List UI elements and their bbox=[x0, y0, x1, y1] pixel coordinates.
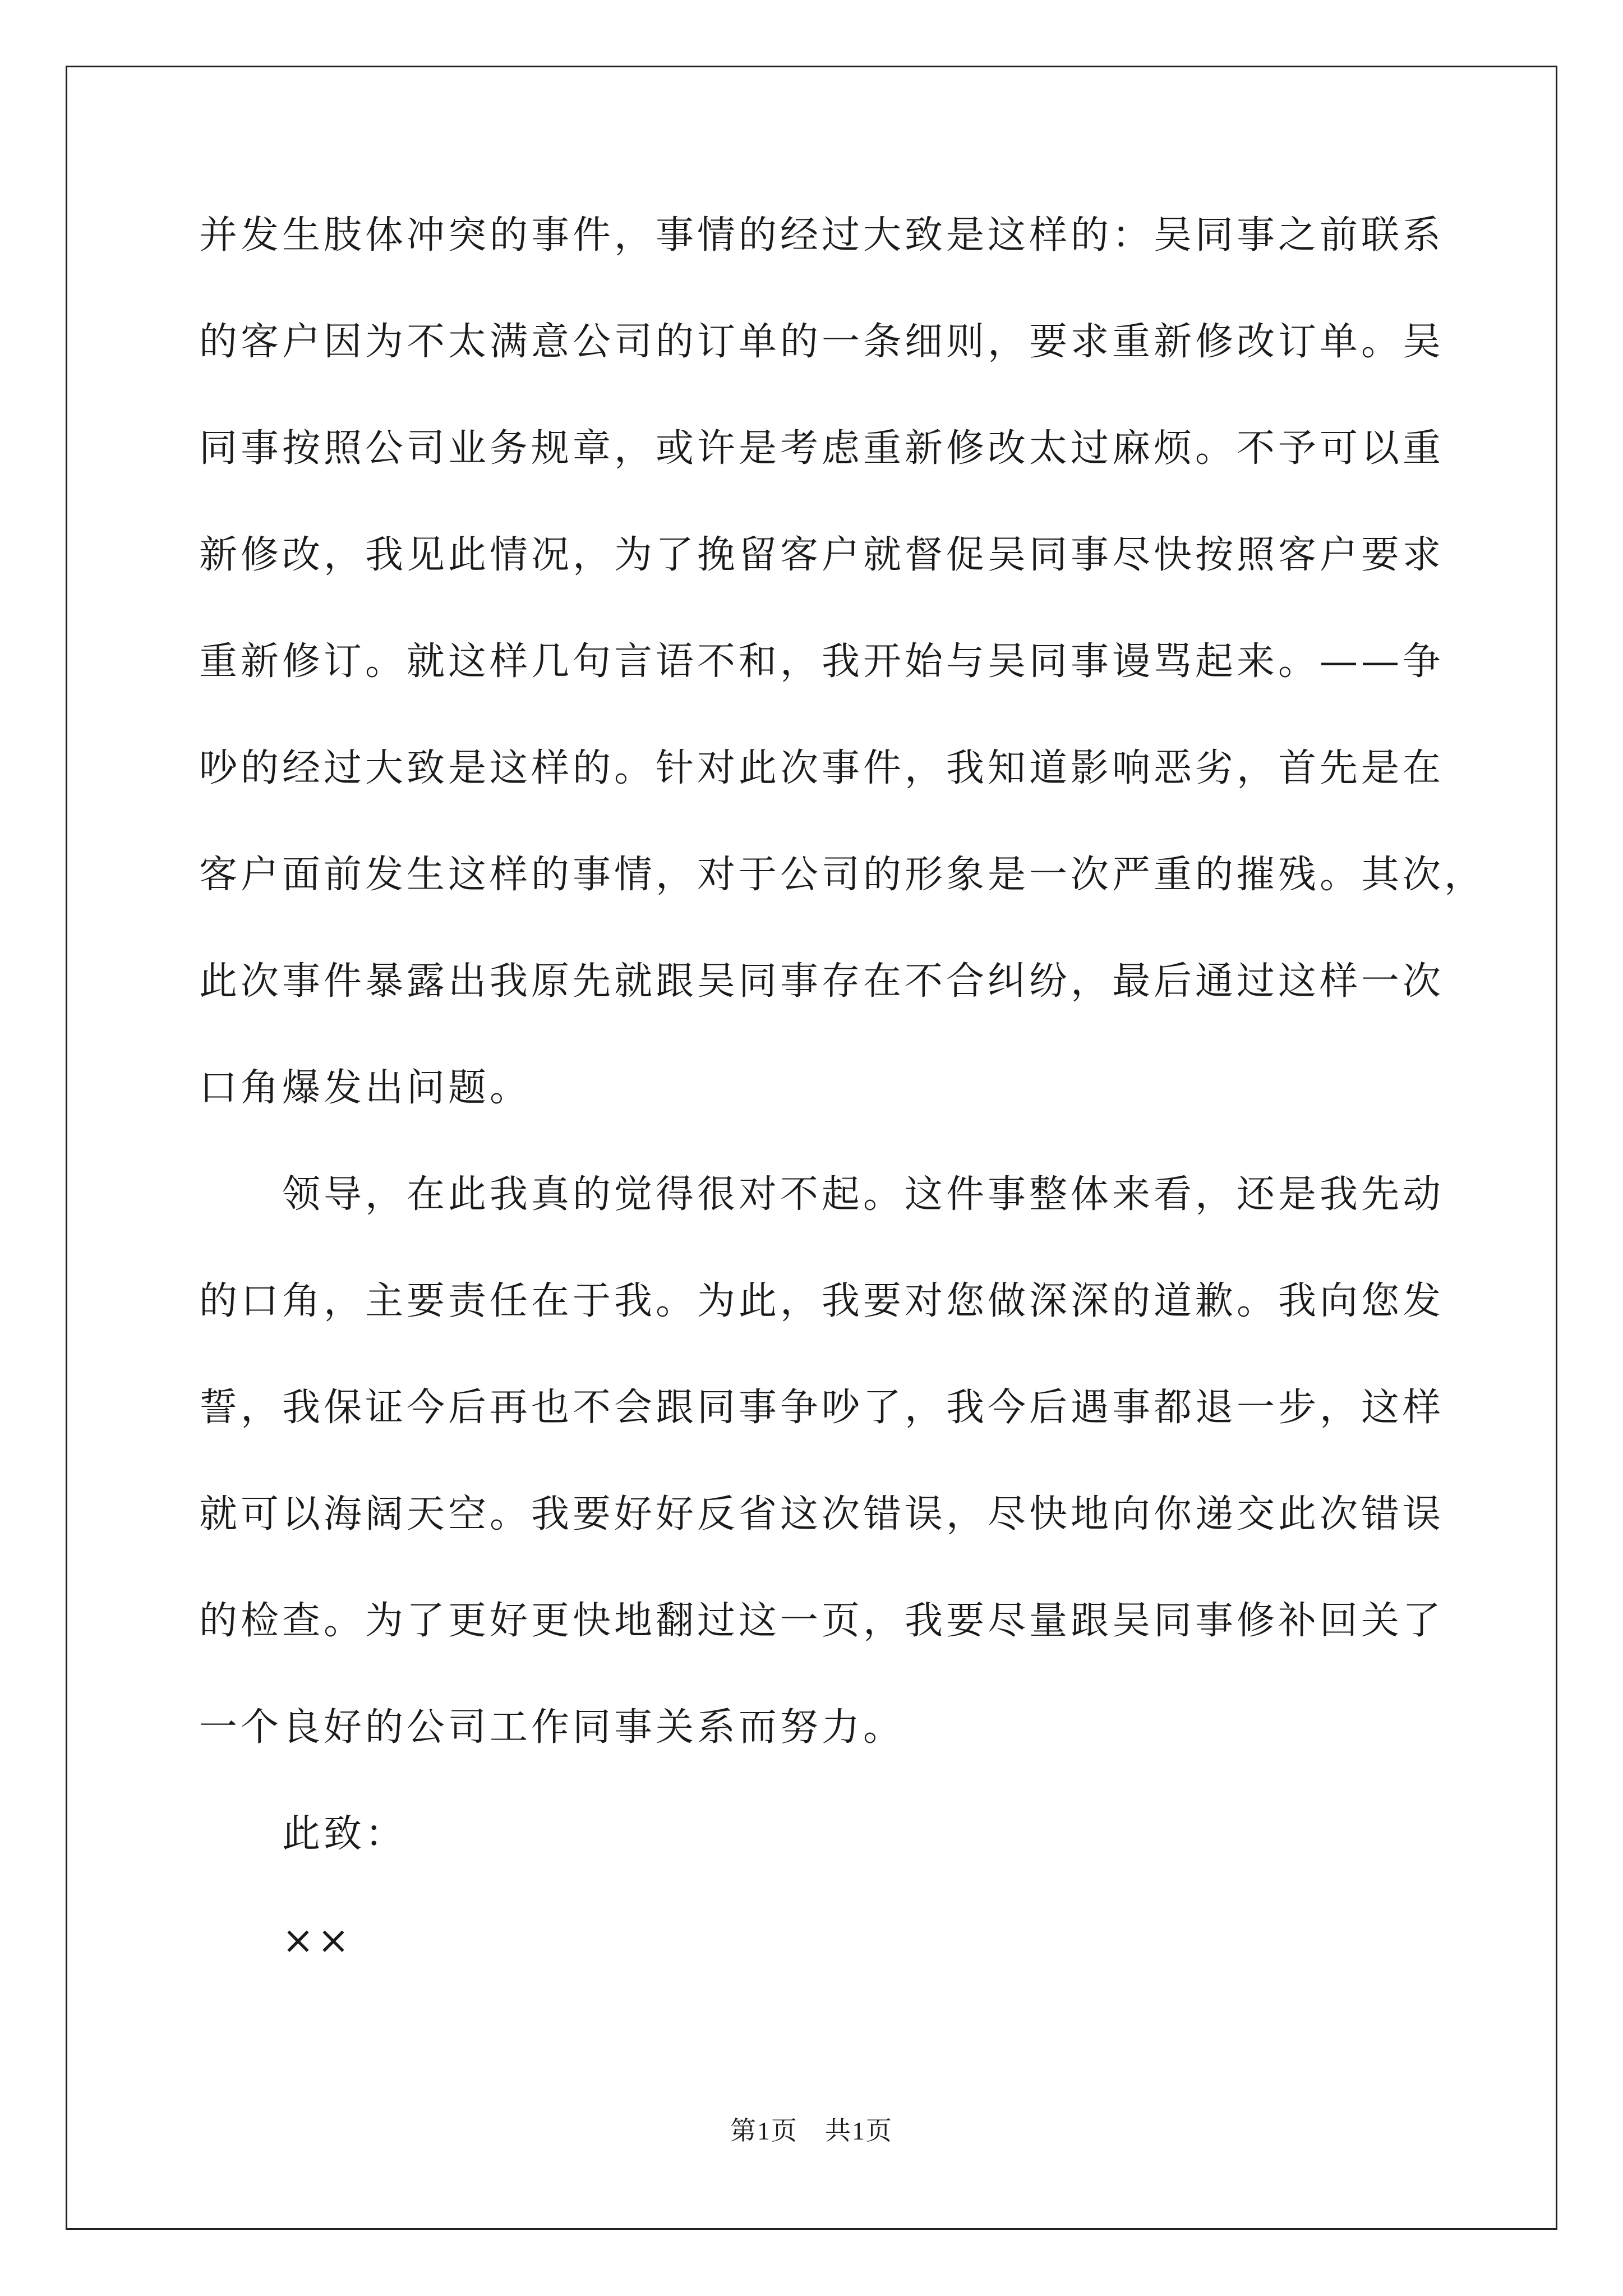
paragraph-2-line-2: 的口角，主要责任在于我。为此，我要对您做深深的道歉。我向您发 bbox=[199, 1279, 1445, 1323]
paragraph-2-line-3: 誓，我保证今后再也不会跟同事争吵了，我今后遇事都退一步，这样 bbox=[199, 1386, 1445, 1430]
paragraph-2-line-6: 一个良好的公司工作同事关系而努力。 bbox=[199, 1705, 905, 1750]
page-number-footer: 第1页 共1页 bbox=[730, 2116, 893, 2145]
paragraph-1-line-1: 并发生肢体冲突的事件，事情的经过大致是这样的：吴同事之前联系 bbox=[199, 213, 1445, 257]
paragraph-2-line-4: 就可以海阔天空。我要好好反省这次错误，尽快地向你递交此次错误 bbox=[199, 1492, 1445, 1536]
closing-salutation: 此致： bbox=[282, 1812, 407, 1856]
paragraph-2-line-1: 领导，在此我真的觉得很对不起。这件事整体来看，还是我先动 bbox=[282, 1172, 1445, 1217]
paragraph-1-line-2: 的客户因为不太满意公司的订单的一条细则，要求重新修改订单。吴 bbox=[199, 320, 1445, 364]
paragraph-1-line-3: 同事按照公司业务规章，或许是考虑重新修改太过麻烦。不予可以重 bbox=[199, 426, 1445, 471]
document-body bbox=[199, 208, 1486, 2019]
paragraph-2-line-5: 的检查。为了更好更快地翻过这一页，我要尽量跟吴同事修补回关了 bbox=[199, 1599, 1445, 1643]
paragraph-1-line-8: 此次事件暴露出我原先就跟吴同事存在不合纠纷，最后通过这样一次 bbox=[199, 959, 1445, 1004]
paragraph-1-line-4: 新修改，我见此情况，为了挽留客户就督促吴同事尽快按照客户要求 bbox=[199, 533, 1445, 577]
signature-placeholder: ×× bbox=[282, 1918, 353, 1963]
paragraph-1-line-5: 重新修订。就这样几句言语不和，我开始与吴同事谩骂起来。——争 bbox=[199, 639, 1445, 684]
paragraph-1-line-6: 吵的经过大致是这样的。针对此次事件，我知道影响恶劣，首先是在 bbox=[199, 746, 1445, 790]
paragraph-1-line-7: 客户面前发生这样的事情，对于公司的形象是一次严重的摧残。其次， bbox=[199, 853, 1486, 897]
paragraph-1-line-9: 口角爆发出问题。 bbox=[199, 1066, 532, 1110]
